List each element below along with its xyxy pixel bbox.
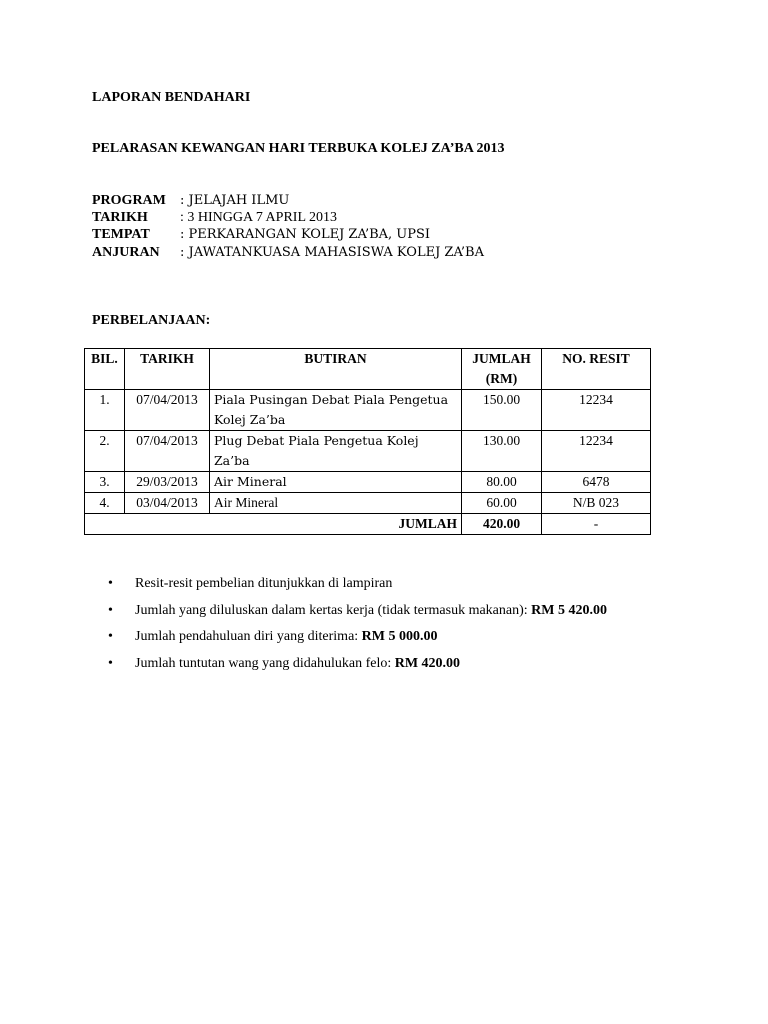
cell-tarikh: 29/03/2013 (125, 472, 210, 493)
table-header-row (85, 349, 651, 390)
header-jumlah-line2: (RM) (485, 371, 518, 386)
expense-table (84, 348, 651, 535)
info-key: PROGRAM (92, 193, 166, 208)
note-text: Resit-resit pembelian ditunjukkan di lampiran (135, 576, 393, 591)
header-butiran: BUTIRAN (210, 349, 462, 390)
table-total-row (85, 514, 651, 535)
info-value: : 3 HINGGA 7 APRIL 2013 (180, 210, 337, 225)
cell-resit: 6478 (542, 472, 651, 493)
butiran-line2: Kolej Za’ba (214, 412, 286, 427)
info-key: TARIKH (92, 210, 148, 225)
total-value: 420.00 (462, 514, 542, 535)
bullet-icon: • (108, 576, 113, 591)
cell-bil: 1. (85, 390, 125, 431)
bullet-icon: • (108, 655, 113, 671)
report-subtitle: PELARASAN KEWANGAN HARI TERBUKA KOLEJ ZA’BA 2013 (92, 141, 505, 156)
info-row-anjuran (92, 244, 484, 262)
header-jumlah-line1: JUMLAH (472, 351, 531, 366)
cell-jumlah: 60.00 (462, 493, 542, 514)
info-row-tempat (92, 226, 430, 244)
bullet-icon: • (108, 629, 113, 644)
info-row-tarikh (92, 209, 337, 227)
note-text: Jumlah tuntutan wang yang didahulukan felo: (135, 655, 395, 671)
header-tarikh: TARIKH (125, 349, 210, 390)
cell-tarikh: 03/04/2013 (125, 493, 210, 514)
total-label: JUMLAH (85, 514, 462, 535)
cell-butiran (210, 390, 462, 431)
header-jumlah (462, 349, 542, 390)
note-amount: RM 5 000.00 (361, 629, 438, 644)
cell-tarikh: 07/04/2013 (125, 431, 210, 472)
cell-butiran: Air Mineral (210, 493, 462, 514)
cell-jumlah: 80.00 (462, 472, 542, 493)
cell-butiran: Air Mineral (210, 472, 462, 493)
list-item (108, 601, 607, 628)
table-row (85, 390, 651, 431)
info-row-program (92, 192, 289, 210)
note-amount: RM 420.00 (394, 655, 461, 671)
table-row (85, 431, 651, 472)
total-resit: - (542, 514, 651, 535)
section-heading: PERBELANJAAN: (92, 313, 211, 328)
list-item (108, 654, 607, 681)
info-key: ANJURAN (92, 245, 160, 260)
info-value: : JAWATANKUASA MAHASISWA KOLEJ ZA’BA (180, 245, 484, 260)
cell-resit: 12234 (542, 431, 651, 472)
report-title: LAPORAN BENDAHARI (92, 90, 251, 105)
list-item (108, 574, 607, 601)
butiran-line1: Piala Pusingan Debat Piala Pengetua (214, 392, 449, 407)
cell-resit: 12234 (542, 390, 651, 431)
cell-resit: N/B 023 (542, 493, 651, 514)
table-row (85, 472, 651, 493)
cell-jumlah: 130.00 (462, 431, 542, 472)
cell-bil: 2. (85, 431, 125, 472)
cell-bil: 3. (85, 472, 125, 493)
cell-bil: 4. (85, 493, 125, 514)
cell-jumlah: 150.00 (462, 390, 542, 431)
cell-butiran: Plug Debat Piala Pengetua Kolej Za’ba (210, 431, 462, 472)
table-row (85, 493, 651, 514)
note-text: Jumlah pendahuluan diri yang diterima: (135, 629, 362, 644)
list-item (108, 627, 607, 654)
note-text: Jumlah yang diluluskan dalam kertas kerja (tidak termasuk makanan): (135, 602, 532, 618)
cell-tarikh: 07/04/2013 (125, 390, 210, 431)
info-value: : PERKARANGAN KOLEJ ZA’BA, UPSI (180, 227, 431, 242)
header-resit: NO. RESIT (542, 349, 651, 390)
bullet-icon: • (108, 602, 113, 618)
header-bil: BIL. (85, 349, 125, 390)
notes-list (108, 574, 607, 680)
info-key: TEMPAT (92, 227, 150, 242)
info-value: : JELAJAH ILMU (180, 193, 290, 208)
note-amount: RM 5 420.00 (531, 602, 607, 618)
